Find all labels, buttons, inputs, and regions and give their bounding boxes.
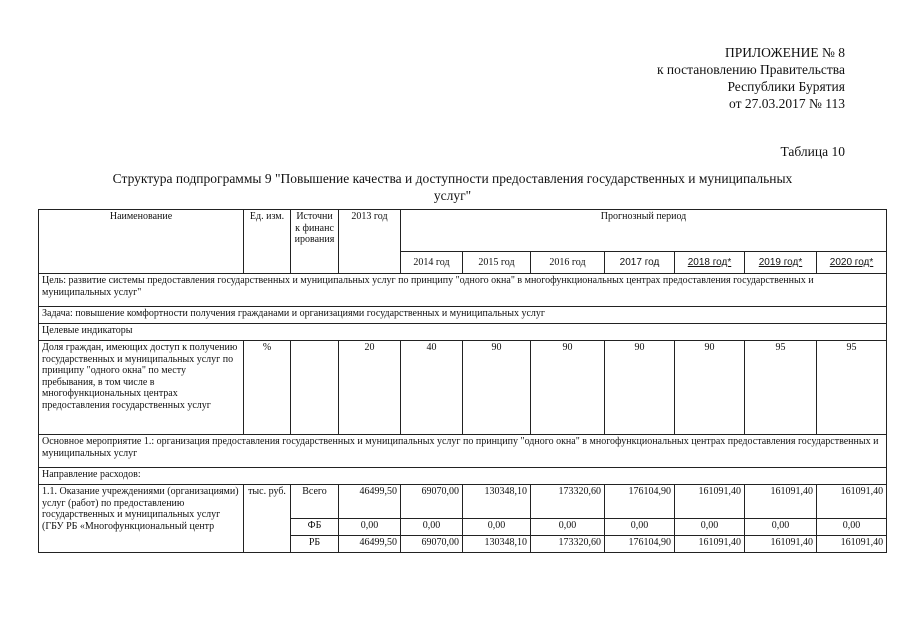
indicator-value-2017: 90 <box>605 341 675 435</box>
rb-2018: 161091,40 <box>675 536 745 553</box>
header-year-2016: 2016 год <box>531 252 605 274</box>
total-2018: 161091,40 <box>675 485 745 519</box>
appendix-block <box>657 44 845 112</box>
fb-2017: 0,00 <box>605 519 675 536</box>
header-unit: Ед. изм. <box>244 210 291 274</box>
total-2015: 130348,10 <box>463 485 531 519</box>
rb-2016: 173320,60 <box>531 536 605 553</box>
header-year-2015: 2015 год <box>463 252 531 274</box>
table-number-label: Таблица 10 <box>780 144 845 159</box>
header-year-2014: 2014 год <box>401 252 463 274</box>
indicator-name: Доля граждан, имеющих доступ к получению государственных и муниципальных услуг по принципу "одного окна" по месту пребывания, в том числе в многофункциональных центрах предоставления государственных услуг <box>39 341 244 435</box>
total-2016: 173320,60 <box>531 485 605 519</box>
header-year-2019: 2019 год* <box>745 252 817 274</box>
header-year-2017: 2017 год <box>605 252 675 274</box>
fb-2014: 0,00 <box>401 519 463 536</box>
fb-2015: 0,00 <box>463 519 531 536</box>
document-title <box>60 170 845 204</box>
total-2019: 161091,40 <box>745 485 817 519</box>
total-2013: 46499,50 <box>339 485 401 519</box>
total-2020: 161091,40 <box>817 485 887 519</box>
indicator-unit: % <box>244 341 291 435</box>
appendix-line-3: от 27.03.2017 № 113 <box>729 96 845 111</box>
rb-2015: 130348,10 <box>463 536 531 553</box>
header-name: Наименование <box>39 210 244 274</box>
header-year-2020: 2020 год* <box>817 252 887 274</box>
rb-2014: 69070,00 <box>401 536 463 553</box>
indicator-value-2019: 95 <box>745 341 817 435</box>
header-source: Источник финансирования <box>291 210 339 274</box>
indicator-row <box>39 341 887 435</box>
service-name: 1.1. Оказание учреждениями (организациями) услуг (работ) по предоставлению государственных и муниципальных услуг (ГБУ РБ «Многофункциональный центр <box>39 485 244 553</box>
indicator-value-2013: 20 <box>339 341 401 435</box>
indicator-value-2016: 90 <box>531 341 605 435</box>
rb-2017: 176104,90 <box>605 536 675 553</box>
indicator-value-2020: 95 <box>817 341 887 435</box>
total-2014: 69070,00 <box>401 485 463 519</box>
source-rb: РБ <box>291 536 339 553</box>
header-year-2018: 2018 год* <box>675 252 745 274</box>
title-line-2: услуг" <box>433 188 472 203</box>
expense-direction-row: Направление расходов: <box>39 468 887 485</box>
fb-2019: 0,00 <box>745 519 817 536</box>
appendix-line-2: Республики Бурятия <box>727 79 845 94</box>
goal-row: Цель: развитие системы предоставления государственных и муниципальных услуг по принципу "одного окна" в многофункциональных центрах предоставления государственных и муниципальных услуг" <box>39 274 887 307</box>
rb-2019: 161091,40 <box>745 536 817 553</box>
expense-row-total <box>39 485 887 519</box>
main-event-row: Основное мероприятие 1.: организация предоставления государственных и муниципальных услуг по принципу "одного окна" в многофункциональных центрах предоставления государственных и муниципальных услуг <box>39 435 887 468</box>
source-fb: ФБ <box>291 519 339 536</box>
rb-2013: 46499,50 <box>339 536 401 553</box>
appendix-title: ПРИЛОЖЕНИЕ № 8 <box>724 45 845 60</box>
fb-2018: 0,00 <box>675 519 745 536</box>
task-row: Задача: повышение комфортности получения гражданами и организациями государственных и муниципальных услуг <box>39 307 887 324</box>
appendix-line-1: к постановлению Правительства <box>656 62 845 77</box>
subprogram-structure-table <box>38 209 887 553</box>
fb-2013: 0,00 <box>339 519 401 536</box>
title-line-1: Структура подпрограммы 9 "Повышение качества и доступности предоставления государственных и муниципальных <box>112 171 793 186</box>
service-unit: тыс. руб. <box>244 485 291 553</box>
fb-2016: 0,00 <box>531 519 605 536</box>
rb-2020: 161091,40 <box>817 536 887 553</box>
indicators-header-row: Целевые индикаторы <box>39 324 887 341</box>
indicator-value-2018: 90 <box>675 341 745 435</box>
indicator-value-2014: 40 <box>401 341 463 435</box>
header-forecast-period: Прогнозный период <box>401 210 887 252</box>
total-2017: 176104,90 <box>605 485 675 519</box>
indicator-source <box>291 341 339 435</box>
indicator-value-2015: 90 <box>463 341 531 435</box>
source-total: Всего <box>291 485 339 519</box>
header-base-year: 2013 год <box>339 210 401 274</box>
fb-2020: 0,00 <box>817 519 887 536</box>
